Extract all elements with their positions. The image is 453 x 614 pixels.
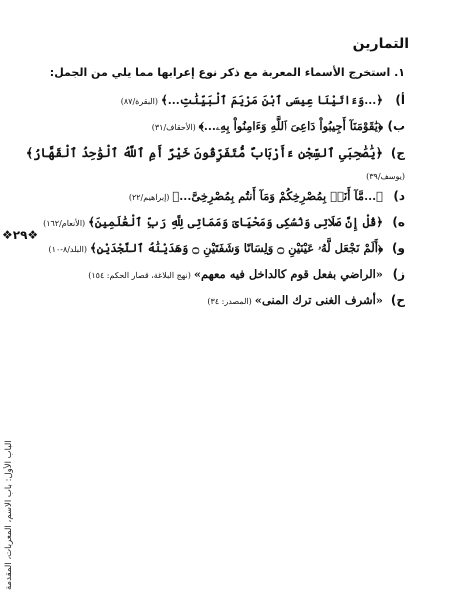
item-label: ج) [390, 146, 405, 160]
item-text: ﴿يَٰصَٰحِبَىِ ٱلسِّجْنِ ءَأَرْبَابٌ مُّتَفَرِّقُونَ خَيْرٌ أَمِ ٱللَّهُ ٱلْوَٰحِدُ ٱلْقَهَّارُ﴾ [25, 145, 383, 160]
item-text: ﴿...وَءَاتَيْنَا عِيسَى ٱبْنَ مَرْيَمَ ٱلْبَيِّنَٰتِ...﴾ [161, 93, 383, 107]
exercise-question: ١. استخرج الأسماء المعربة مع ذكر نوع إعرابها مما يلي من الجمل: [49, 66, 405, 79]
item-text: ﴿يَٰقَوْمَنَآ أَجِيبُواْ دَاعِىَ ٱللَّهِ وَءَامِنُواْ بِهِۦ...﴾ [198, 119, 383, 133]
item-label: ب) [387, 119, 405, 133]
section-title: التمارين [352, 36, 409, 52]
item-reference: (الأحقاف/٣١) [151, 123, 196, 132]
item-label: ه) [392, 215, 405, 229]
exercise-item-c [13, 144, 405, 162]
page-number: ❖٢٩❖ [2, 228, 39, 242]
item-reference: (البلد/٨-١٠) [48, 245, 87, 254]
item-reference: (المصدر: ٣٤) [207, 297, 252, 306]
item-text: ﴿أَلَمْ نَجْعَل لَّهُۥ عَيْنَيْنِ ۝ وَلِسَانًا وَشَفَتَيْنِ ۝ وَهَدَيْنَٰهُ ٱلنَّجْدَيْنِ﴾ [89, 241, 383, 255]
item-text: «أشرف الغنى ترك المنى» [254, 293, 383, 307]
item-reference: (نهج البلاغة، قصار الحكم: ١٥٤) [88, 271, 191, 280]
item-text: «الراضي بفعل قوم كالداخل فيه معهم» [193, 267, 383, 281]
item-label: أ) [395, 93, 405, 107]
exercise-item-a [13, 92, 405, 110]
item-c-reference: (يوسف/٣٩) [366, 172, 405, 181]
exercise-item-g [13, 266, 405, 284]
exercise-item-e [13, 214, 405, 232]
exercise-item-b [13, 118, 405, 136]
exercise-item-f [13, 240, 405, 258]
item-text: ﴿قُلْ إِنَّ صَلَاتِى وَنُسُكِى وَمَحْيَاىَ وَمَمَاتِى لِلَّهِ رَبِّ ٱلْعَٰلَمِينَ﴾ [88, 215, 383, 229]
exercise-item-d [13, 188, 405, 206]
item-reference: (الأنعام/١٦٢) [43, 219, 86, 228]
exercise-item-h [13, 292, 405, 310]
item-text: ﴿...مَّآ أَنَا۠ بِمُصْرِخِكُمْ وَمَآ أَنتُم بِمُصْرِخِىَّ...﴾ [172, 189, 383, 203]
item-reference: (البقرة/٨٧) [120, 97, 159, 106]
running-header: الباب الأول: باب الاسم، المعربات، المقدمة [4, 440, 14, 590]
item-reference: (إبراهيم/٢٢) [128, 193, 170, 202]
item-label: د) [393, 189, 405, 203]
item-label: و) [392, 241, 405, 255]
item-label: ح) [390, 293, 405, 307]
item-label: ز) [392, 267, 405, 281]
